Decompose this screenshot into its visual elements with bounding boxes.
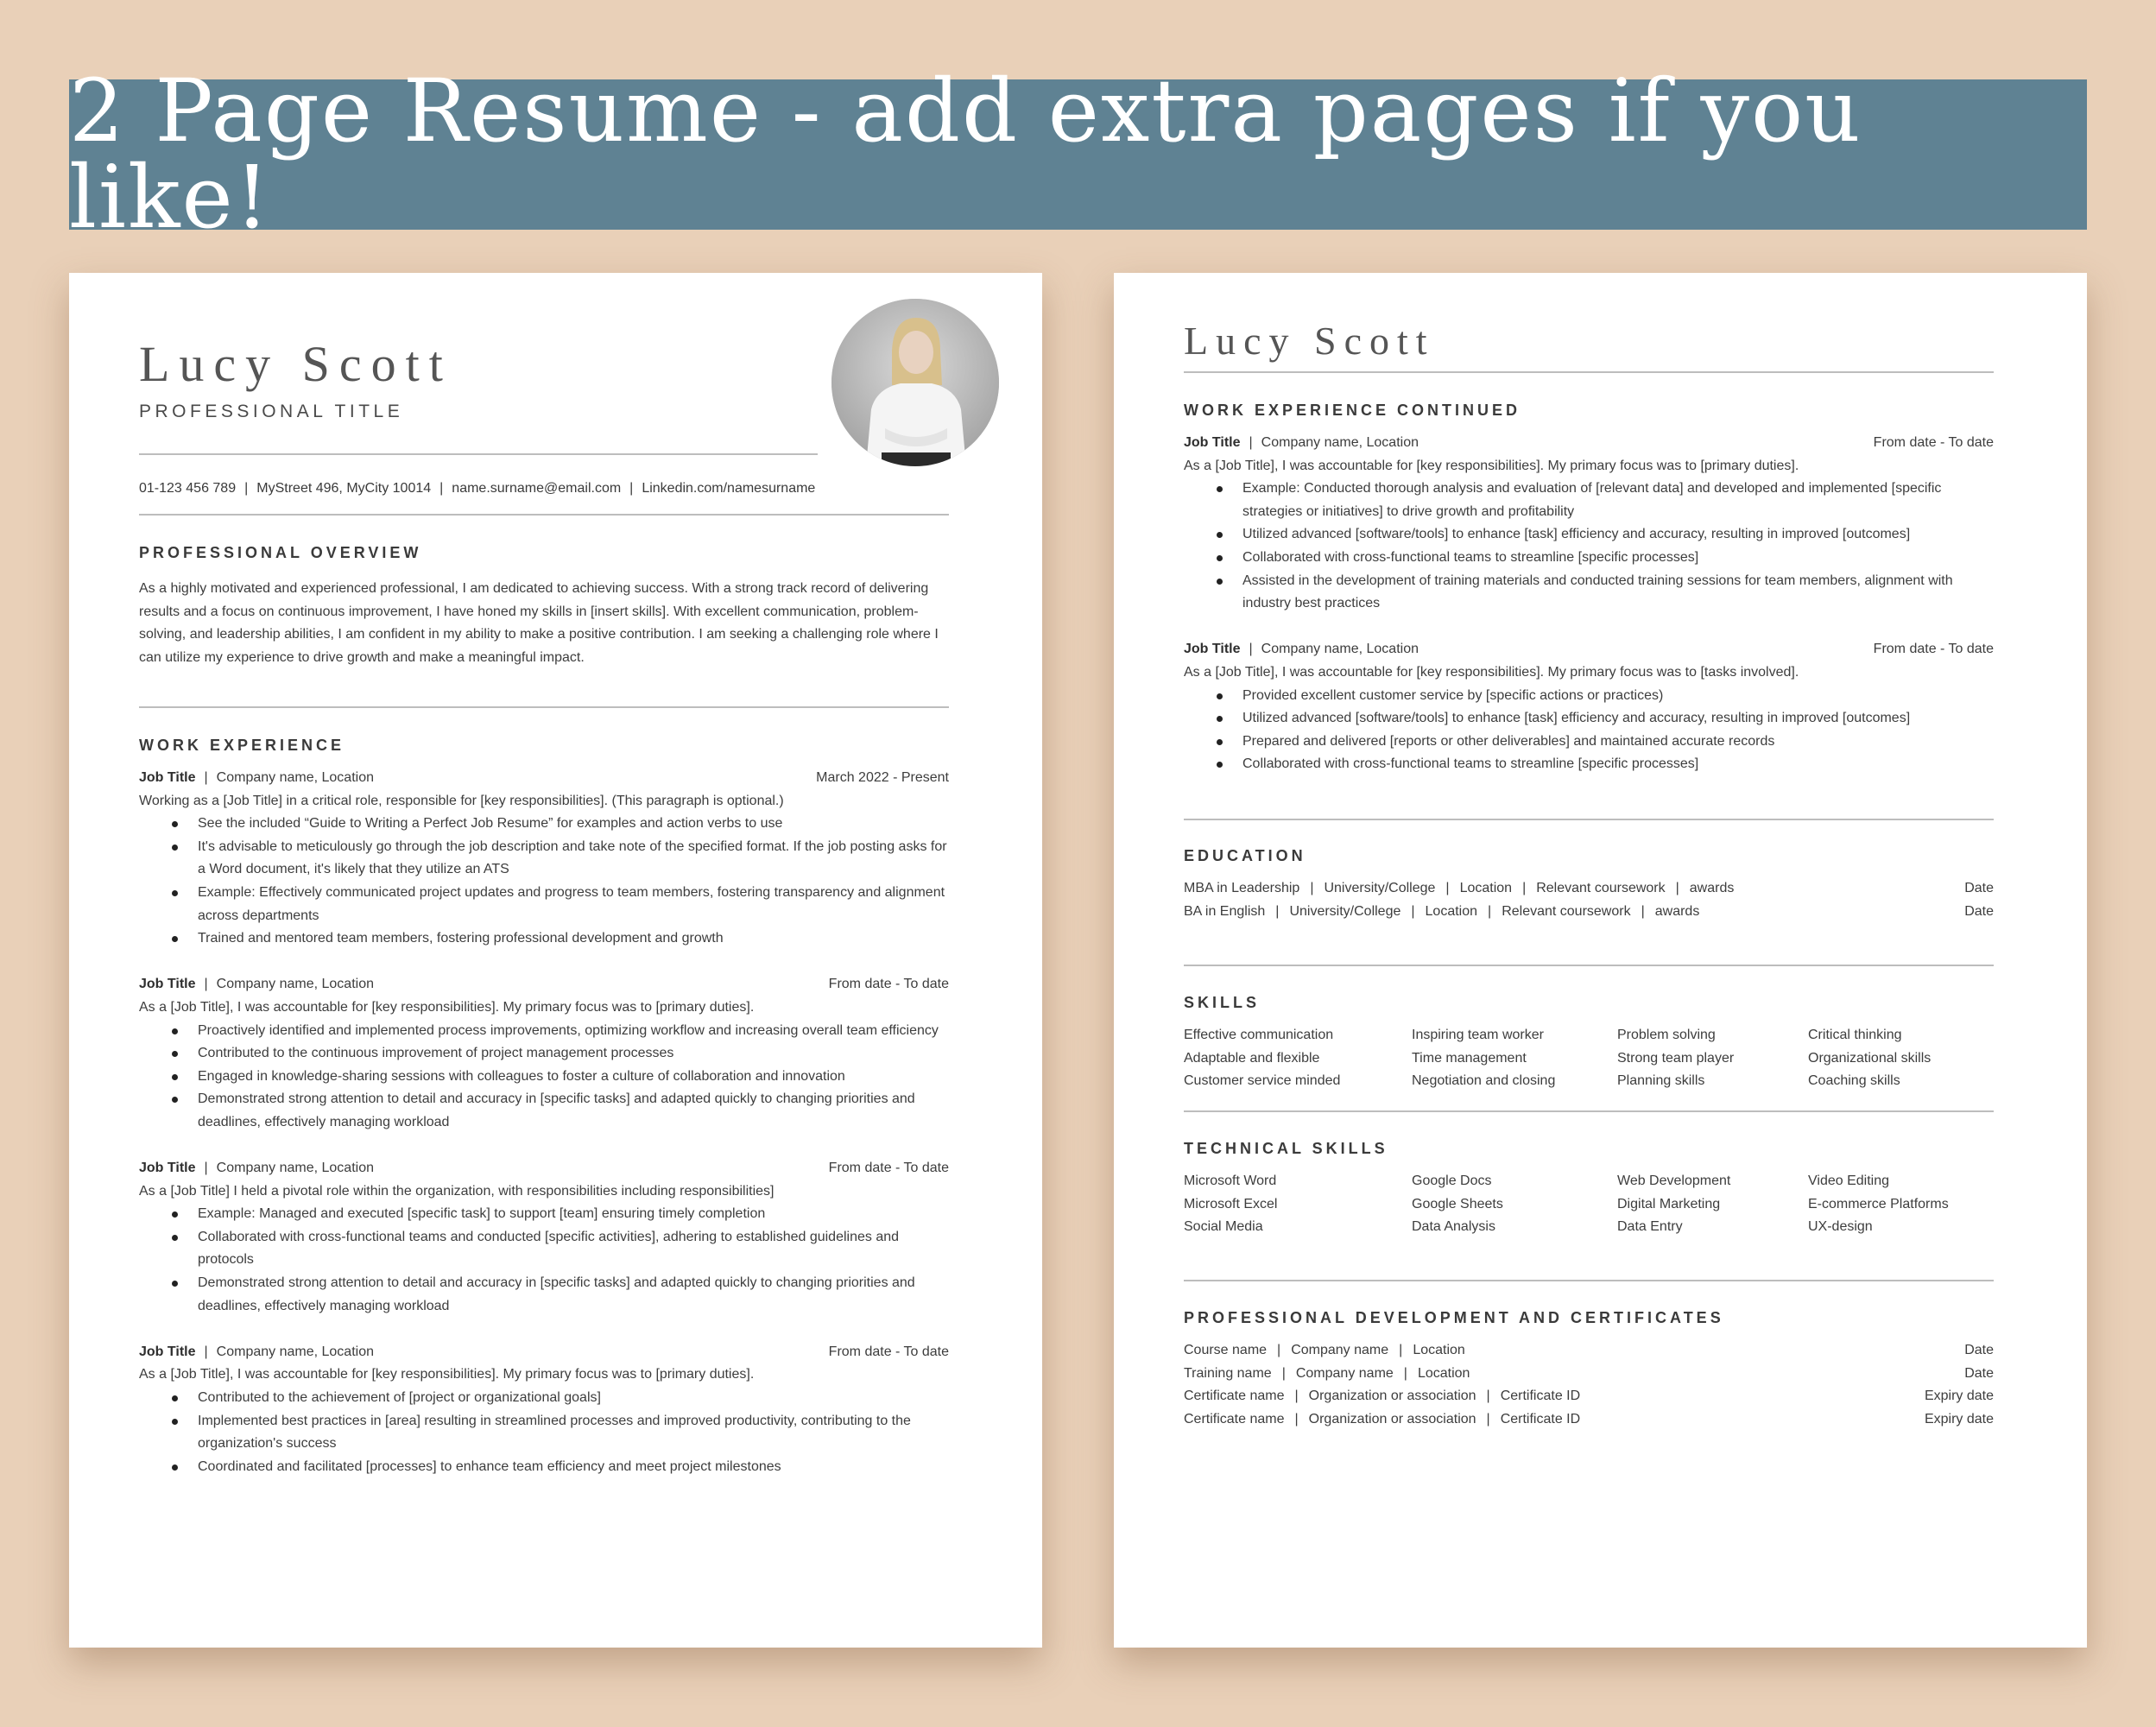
certificate-row-date: Expiry date (1924, 1411, 1994, 1427)
section-title-skills: SKILLS (1184, 994, 1261, 1011)
technical-skill-item: Social Media (1184, 1219, 1263, 1235)
certificate-row-date: Date (1964, 1365, 1994, 1381)
technical-skill-item: Google Sheets (1412, 1196, 1503, 1211)
bullet-item: Implemented best practices in [area] resulting in streamlined processes and improved productivity, contributing to the organization's success (198, 1410, 949, 1456)
education-row-field: MBA in Leadership (1184, 881, 1300, 895)
job-bullets (139, 1203, 949, 1318)
candidate-name: Lucy Scott (1184, 319, 1435, 363)
certificate-row-field: Certificate ID (1500, 1411, 1581, 1427)
technical-skill-item: Data Entry (1617, 1219, 1683, 1235)
job-description: As a [Job Title], I was accountable for [key responsibilities]. My primary focus was to [tasks involved]. (1184, 664, 1799, 680)
skill-item: Coaching skills (1808, 1073, 1900, 1089)
technical-skill-item: Video Editing (1808, 1173, 1889, 1188)
education-row-field: Relevant coursework (1502, 903, 1631, 919)
skill-item: Negotiation and closing (1412, 1073, 1556, 1089)
job-date: March 2022 - Present (816, 770, 949, 785)
separator: | (1445, 881, 1450, 895)
separator: | (204, 770, 208, 785)
job-description: As a [Job Title] I held a pivotal role within the organization, with responsibilities including responsibilities] (139, 1183, 775, 1199)
separator: | (204, 1161, 208, 1176)
job-title: Job Title (139, 1161, 196, 1176)
skill-item: Organizational skills (1808, 1050, 1932, 1066)
job-entry (139, 973, 949, 1134)
education-row-field: Location (1425, 903, 1478, 919)
job-bullets (139, 1020, 949, 1135)
certificate-row-field: Organization or association (1308, 1411, 1476, 1427)
separator: | (1486, 1389, 1490, 1404)
certificate-row-date: Expiry date (1924, 1389, 1994, 1404)
certificate-row-parts (1184, 1408, 1580, 1432)
separator: | (1522, 881, 1527, 895)
education-row-date: Date (1964, 881, 1994, 895)
job-title-line (1184, 432, 1419, 455)
divider (139, 453, 818, 455)
job-header (139, 767, 949, 790)
skill-item: Planning skills (1617, 1073, 1705, 1089)
job-title: Job Title (139, 1344, 196, 1359)
skill-item: Adaptable and flexible (1184, 1050, 1320, 1066)
job-date: From date - To date (828, 977, 949, 992)
job-entry (139, 1157, 949, 1318)
divider (1184, 1280, 1994, 1281)
job-company: Company name, Location (216, 770, 374, 785)
section-title-work: WORK EXPERIENCE (139, 737, 345, 754)
education-row-field: BA in English (1184, 903, 1266, 919)
job-header (1184, 432, 1994, 455)
technical-skill-item: Microsoft Excel (1184, 1196, 1278, 1211)
banner (69, 60, 2087, 248)
bullet-item: Prepared and delivered [reports or other deliverables] and maintained accurate records (1242, 731, 1994, 754)
separator: | (1277, 1343, 1281, 1357)
separator: | (204, 977, 208, 992)
job-entry (1184, 432, 1994, 616)
bullet-item: Trained and mentored team members, fostering professional development and growth (198, 927, 949, 951)
bullet-item: It's advisable to meticulously go through the job description and take note of the specified format. If the job posting asks for a Word document, it's likely that they utilize an ATS (198, 836, 949, 882)
professional-title: PROFESSIONAL TITLE (139, 402, 404, 421)
bullet-item: Contributed to the continuous improvement of project management processes (198, 1042, 949, 1066)
skill-item: Effective communication (1184, 1028, 1334, 1042)
certificate-row-field: Company name (1295, 1365, 1394, 1381)
job-title-line (139, 1341, 374, 1364)
work-continued-section (1184, 402, 1994, 776)
section-title-work-continued: WORK EXPERIENCE CONTINUED (1184, 402, 1521, 419)
linkedin: Linkedin.com/namesurname (642, 481, 816, 496)
job-header (139, 1341, 949, 1364)
separator: | (1675, 881, 1679, 895)
resume-page-1 (69, 273, 1042, 1648)
bullet-item: Collaborated with cross-functional teams and conducted [specific activities], adhering to established guidelines and protocols (198, 1226, 949, 1272)
skills-section (1184, 995, 1994, 1093)
certificate-row-parts (1184, 1385, 1580, 1408)
job-entry (1184, 638, 1994, 776)
education-row-parts (1184, 901, 1699, 924)
certificate-row (1184, 1339, 1994, 1363)
education-row-field: awards (1654, 903, 1700, 919)
bullet-item: Assisted in the development of training materials and conducted training sessions for team members, alignment with industry best practices (1242, 570, 1994, 616)
bullet-item: Example: Conducted thorough analysis and evaluation of [relevant data] and developed and implemented [specific strategies or initiatives] to drive growth and profitability (1242, 478, 1994, 523)
skill-item: Customer service minded (1184, 1073, 1341, 1089)
education-section (1184, 848, 1994, 923)
technical-skill-item: Data Analysis (1412, 1219, 1495, 1235)
job-title: Job Title (1184, 435, 1241, 450)
bullet-item: Demonstrated strong attention to detail and accuracy in [specific tasks] and adapted quickly to changing priorities and deadlines, effectively managing workload (198, 1272, 949, 1318)
technical-skill-item: Microsoft Word (1184, 1173, 1277, 1188)
divider (1184, 1110, 1994, 1112)
contact-line: 01-123 456 789 | MyStreet 496, MyCity 10014 | name.surname@email.com | Linkedin.com/namesurname (139, 481, 816, 496)
education-row-date: Date (1964, 903, 1994, 919)
separator: | (1249, 435, 1253, 450)
job-date: From date - To date (828, 1161, 949, 1176)
job-date: From date - To date (828, 1344, 949, 1359)
job-title-line (139, 973, 374, 996)
job-header (139, 973, 949, 996)
certificate-row-date: Date (1964, 1343, 1994, 1357)
job-date: From date - To date (1873, 642, 1994, 657)
separator: | (204, 1344, 208, 1359)
skill-item: Time management (1412, 1050, 1527, 1066)
address: MyStreet 496, MyCity 10014 (256, 481, 432, 496)
bullet-item: Coordinated and facilitated [processes] to enhance team efficiency and meet project milestones (198, 1456, 949, 1479)
candidate-name: Lucy Scott (139, 336, 452, 392)
skill-item: Problem solving (1617, 1028, 1716, 1042)
education-row (1184, 901, 1994, 924)
separator: | (1641, 903, 1645, 919)
job-header (1184, 638, 1994, 661)
job-bullets (1184, 478, 1994, 616)
phone: 01-123 456 789 (139, 481, 237, 496)
certificate-row-field: Company name (1291, 1343, 1389, 1357)
bullet-item: See the included “Guide to Writing a Perfect Job Resume” for examples and action verbs to use (198, 813, 949, 836)
certificate-row (1184, 1363, 1994, 1386)
bullet-item: Utilized advanced [software/tools] to enhance [task] efficiency and accuracy, resulting in improved [outcomes] (1242, 523, 1994, 547)
separator: | (1249, 642, 1253, 657)
education-row-parts (1184, 877, 1734, 901)
job-description: Working as a [Job Title] in a critical role, responsible for [key responsibilities]. (This paragraph is optional.) (139, 793, 784, 808)
education-row (1184, 877, 1994, 901)
job-bullets (139, 1387, 949, 1478)
separator: | (1411, 903, 1415, 919)
certificate-row (1184, 1408, 1994, 1432)
job-description: As a [Job Title], I was accountable for [key responsibilities]. My primary focus was to [primary duties]. (1184, 458, 1799, 473)
bullet-item: Engaged in knowledge-sharing sessions with colleagues to foster a culture of collaboration and innovation (198, 1066, 949, 1089)
profile-photo (831, 299, 999, 466)
bullet-item: Collaborated with cross-functional teams to streamline [specific processes] (1242, 547, 1994, 570)
section-title-technical-skills: TECHNICAL SKILLS (1184, 1140, 1388, 1157)
technical-skill-item: UX-design (1808, 1219, 1873, 1235)
job-entry (139, 767, 949, 951)
job-company: Company name, Location (216, 1161, 374, 1176)
job-company: Company name, Location (216, 977, 374, 992)
certificate-row (1184, 1385, 1994, 1408)
certificate-row-field: Certificate name (1184, 1389, 1285, 1404)
job-title-line (139, 767, 374, 790)
separator: | (1294, 1389, 1299, 1404)
job-entry (139, 1341, 949, 1479)
certificate-row-field: Training name (1184, 1365, 1272, 1381)
technical-skill-item: E-commerce Platforms (1808, 1196, 1949, 1211)
job-bullets (139, 813, 949, 951)
job-header (139, 1157, 949, 1180)
certificate-row-parts (1184, 1363, 1470, 1386)
education-row-field: University/College (1324, 881, 1436, 895)
email: name.surname@email.com (452, 481, 622, 496)
bullet-item: Example: Effectively communicated project updates and progress to team members, fostering transparency and alignment across departments (198, 882, 949, 927)
job-bullets (1184, 685, 1994, 776)
divider (1184, 819, 1994, 820)
job-company: Company name, Location (1261, 435, 1419, 450)
bullet-item: Contributed to the achievement of [project or organizational goals] (198, 1387, 949, 1410)
separator: | (1488, 903, 1492, 919)
section-title-certificates: PROFESSIONAL DEVELOPMENT AND CERTIFICATES (1184, 1309, 1724, 1326)
job-company: Company name, Location (1261, 642, 1419, 657)
section-title-overview: PROFESSIONAL OVERVIEW (139, 544, 422, 561)
job-description: As a [Job Title], I was accountable for [key responsibilities]. My primary focus was to [primary duties]. (139, 1367, 755, 1382)
education-row-field: University/College (1289, 903, 1401, 919)
separator: | (1294, 1411, 1299, 1427)
separator: | (1403, 1365, 1407, 1381)
job-date: From date - To date (1873, 435, 1994, 450)
divider (139, 514, 949, 516)
job-title-line (139, 1157, 374, 1180)
technical-skill-item: Google Docs (1412, 1173, 1492, 1188)
certificate-row-field: Organization or association (1308, 1389, 1476, 1404)
bullet-item: Proactively identified and implemented process improvements, optimizing workflow and increasing overall team efficiency (198, 1020, 949, 1043)
bullet-item: Demonstrated strong attention to detail and accuracy in [specific tasks] and adapted quickly to changing priorities and deadlines, effectively managing workload (198, 1088, 949, 1134)
job-title: Job Title (139, 770, 196, 785)
certificate-row-field: Certificate name (1184, 1411, 1285, 1427)
job-title: Job Title (139, 977, 196, 992)
divider (1184, 371, 1994, 373)
separator: | (1486, 1411, 1490, 1427)
certificate-row-field: Location (1413, 1343, 1465, 1357)
bullet-item: Example: Managed and executed [specific task] to support [team] ensuring timely completion (198, 1203, 949, 1226)
overview-text: As a highly motivated and experienced professional, I am dedicated to achieving success. With a strong track record of delivering results and a focus on continuous improvement, I have honed my skills in [insert skills]. With excellent communication, problem-solving, and leadership abilities, I am confident in my ability to make a positive contribution. I am seeking a challenging role where I can utilize my experience to drive growth and make a meaningful impact. (139, 581, 939, 665)
resume-page-2 (1114, 273, 2087, 1648)
divider (1184, 965, 1994, 966)
technical-skills-section (1184, 1141, 1994, 1239)
separator: | (1399, 1343, 1403, 1357)
education-row-field: Location (1459, 881, 1513, 895)
bullet-item: Provided excellent customer service by [specific actions or practices) (1242, 685, 1994, 708)
education-row-field: Relevant coursework (1536, 881, 1666, 895)
certificates-section (1184, 1310, 1994, 1431)
separator: | (1275, 903, 1280, 919)
technical-skill-item: Web Development (1617, 1173, 1731, 1188)
certificate-row-field: Certificate ID (1500, 1389, 1581, 1404)
certificate-row-field: Location (1417, 1365, 1470, 1381)
section-title-education: EDUCATION (1184, 847, 1306, 864)
certificate-row-parts (1184, 1339, 1465, 1363)
separator: | (1281, 1365, 1286, 1381)
education-row-field: awards (1689, 881, 1735, 895)
separator: | (1310, 881, 1314, 895)
job-company: Company name, Location (216, 1344, 374, 1359)
technical-skill-item: Digital Marketing (1617, 1196, 1721, 1211)
work-section (139, 737, 949, 1478)
bullet-item: Collaborated with cross-functional teams to streamline [specific processes] (1242, 753, 1994, 776)
person-photo-icon (831, 299, 999, 466)
skill-item: Strong team player (1617, 1050, 1735, 1066)
job-title-line (1184, 638, 1419, 661)
divider (139, 706, 949, 708)
banner-title: 2 Page Resume - add extra pages if you like! (69, 60, 1862, 248)
skill-item: Inspiring team worker (1412, 1028, 1544, 1042)
bullet-item: Utilized advanced [software/tools] to enhance [task] efficiency and accuracy, resulting in improved [outcomes] (1242, 707, 1994, 731)
job-title: Job Title (1184, 642, 1241, 657)
certificate-row-field: Course name (1184, 1343, 1268, 1357)
skill-item: Critical thinking (1808, 1028, 1902, 1042)
overview-section (139, 545, 949, 669)
job-description: As a [Job Title], I was accountable for [key responsibilities]. My primary focus was to [primary duties]. (139, 999, 755, 1015)
